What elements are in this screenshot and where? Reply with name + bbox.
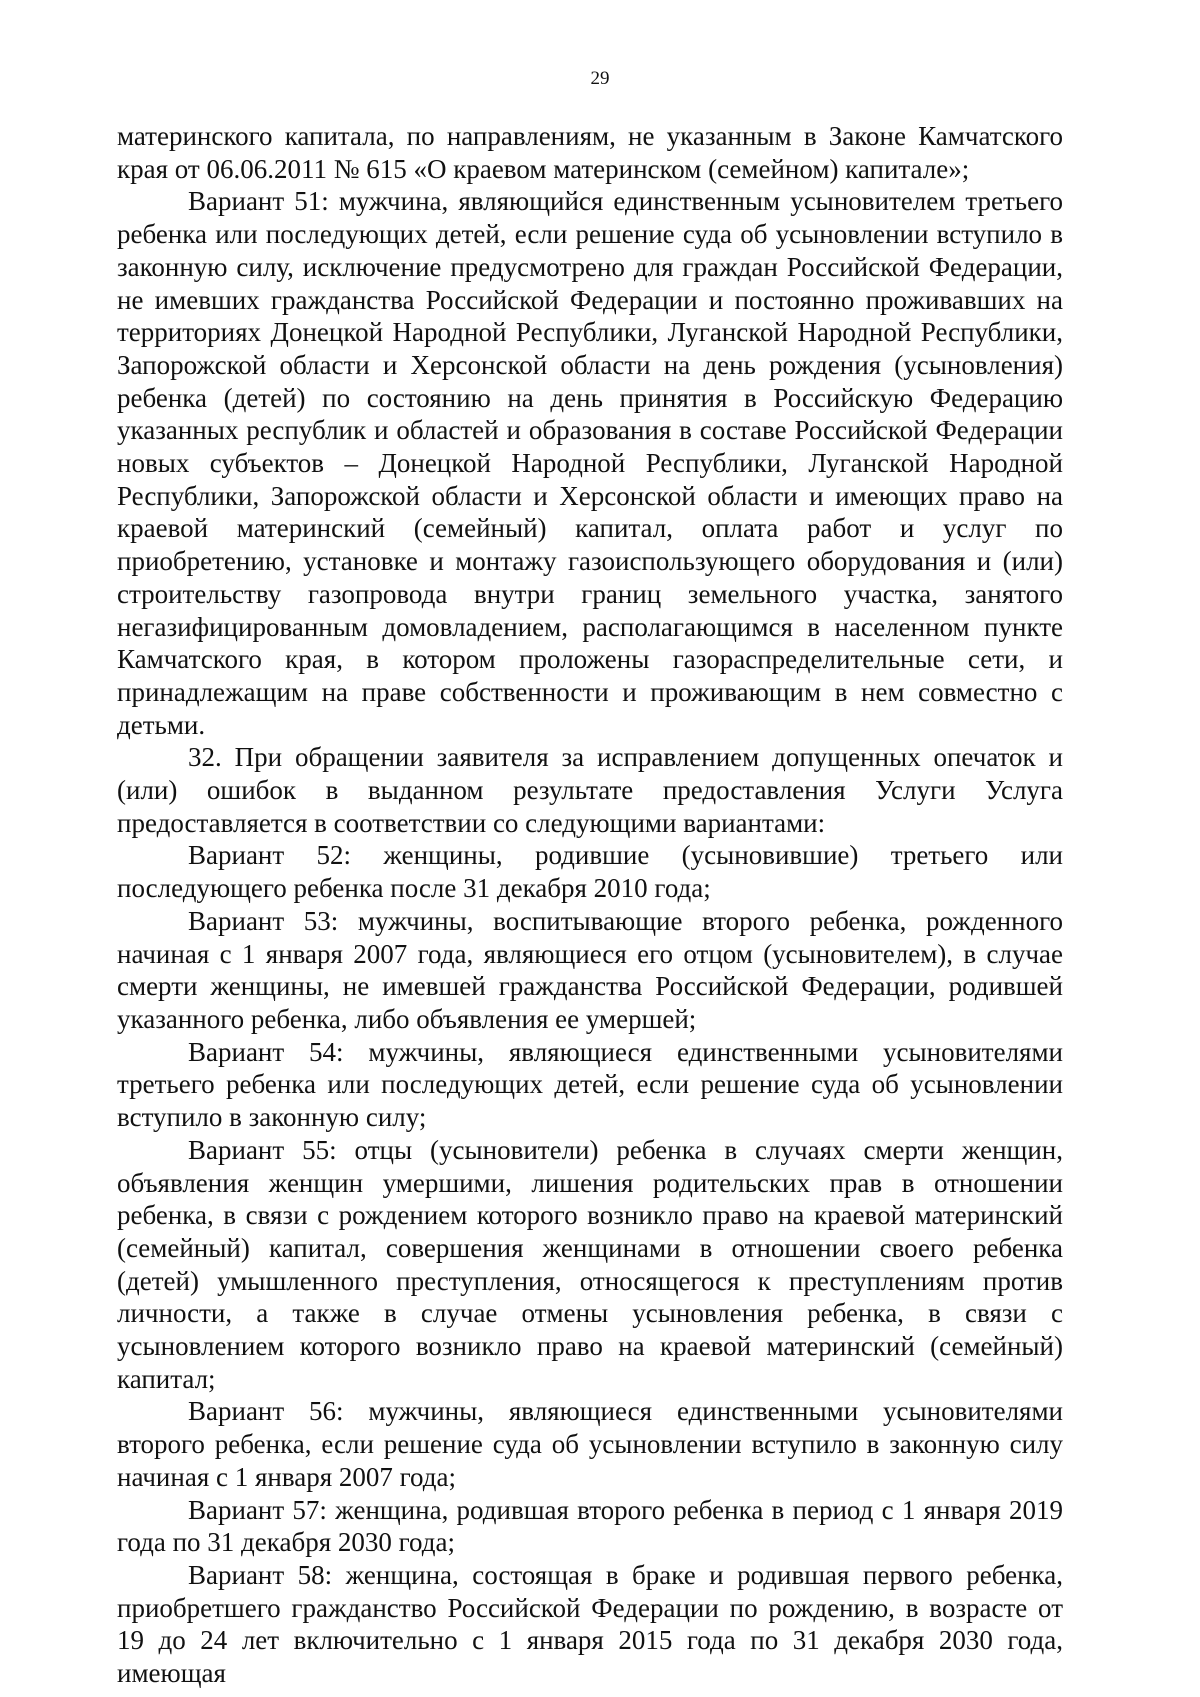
document-body <box>117 120 1063 1690</box>
paragraph-clause-32: 32. При обращении заявителя за исправлением допущенных опечаток и (или) ошибок в выданном результате предоставления Услуги Услуга предоставляется в соответствии со следующими вариантами: <box>117 742 1063 838</box>
paragraph-variant-55: Вариант 55: отцы (усыновители) ребенка в случаях смерти женщин, объявления женщин умершими, лишения родительских прав в отношении ребенка, в связи с рождением которого возникло право на краевой материнский (семейный) капитал, совершения женщинами в отношении своего ребенка (детей) умышленного преступления, относящегося к преступлениям против личности, а также в случае отмены усыновления ребенка, в связи с усыновлением которого возникло право на краевой материнский (семейный) капитал; <box>117 1134 1063 1394</box>
paragraph-variant-58: Вариант 58: женщина, состоящая в браке и родившая первого ребенка, приобретшего гражданство Российской Федерации по рождению, в возрасте от 19 до 24 лет включительно с 1 января 2015 года по 31 декабря 2030 года, имеющая <box>117 1559 1063 1689</box>
paragraph-variant-56: Вариант 56: мужчины, являющиеся единственными усыновителями второго ребенка, если решение суда об усыновлении вступило в законную силу начиная с 1 января 2007 года; <box>117 1396 1063 1492</box>
paragraph-variant-57: Вариант 57: женщина, родившая второго ребенка в период с 1 января 2019 года по 31 декабря 2030 года; <box>117 1494 1063 1558</box>
paragraph-variant-51: Вариант 51: мужчина, являющийся единственным усыновителем третьего ребенка или последующих детей, если решение суда об усыновлении вступило в законную силу, исключение предусмотрено для граждан Российской Федерации, не имевших гражданства Российской Федерации и постоянно проживавших на территориях Донецкой Народной Республики, Луганской Народной Республики, Запорожской области и Херсонской области на день рождения (усыновления) ребенка (детей) по состоянию на день принятия в Российскую Федерацию указанных республик и областей и образования в составе Российской Федерации новых субъектов – Донецкой Народной Республики, Луганской Народной Республики, Запорожской области и Херсонской области и имеющих право на краевой материнский (семейный) капитал, оплата работ и услуг по приобретению, установке и монтажу газоиспользующего оборудования и (или) строительству газопровода внутри границ земельного участка, занятого негазифицированным домовладением, располагающимся в населенном пункте Камчатского края, в котором проложены газораспределительные сети, и принадлежащим на праве собственности и проживающим в нем совместно с детьми. <box>117 186 1063 740</box>
paragraph-continuation: материнского капитала, по направлениям, не указанным в Законе Камчатского края от 06.06.2011 № 615 «О краевом материнском (семейном) капитале»; <box>117 121 1063 184</box>
paragraph-variant-53: Вариант 53: мужчины, воспитывающие второго ребенка, рожденного начиная с 1 января 2007 года, являющиеся его отцом (усыновителем), в случае смерти женщины, не имевшей гражданства Российской Федерации, родившей указанного ребенка, либо объявления ее умершей; <box>117 905 1063 1034</box>
paragraph-variant-52: Вариант 52: женщины, родившие (усыновившие) третьего или последующего ребенка после 31 декабря 2010 года; <box>117 840 1063 904</box>
paragraph-variant-54: Вариант 54: мужчины, являющиеся единственными усыновителями третьего ребенка или последующих детей, если решение суда об усыновлении вступило в законную силу; <box>117 1036 1063 1133</box>
page-number: 29 <box>590 68 610 89</box>
